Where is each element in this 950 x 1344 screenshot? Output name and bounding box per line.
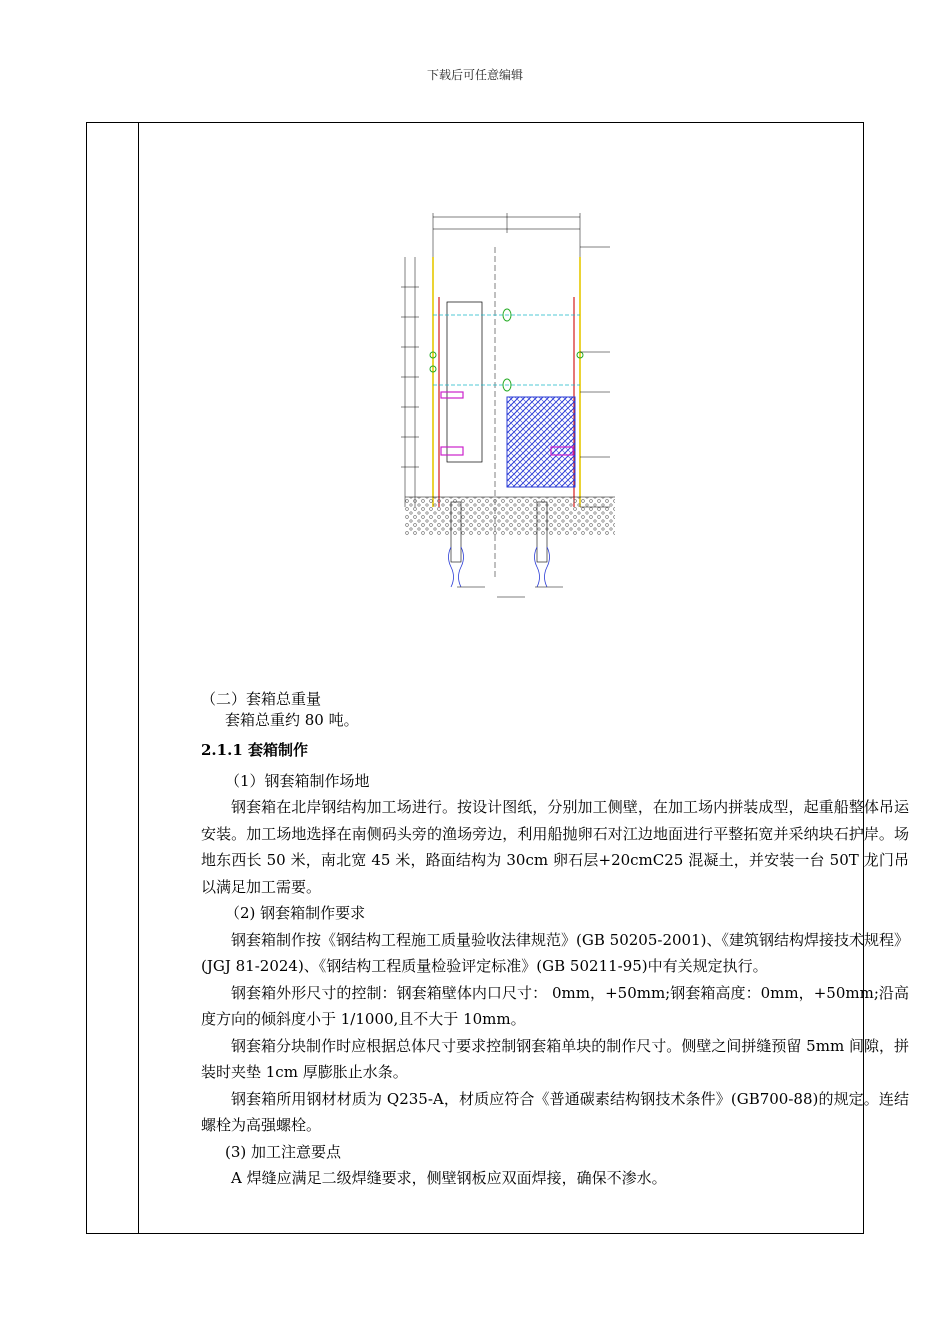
paragraph: （2) 钢套箱制作要求 [225,904,366,922]
paragraph: （1）钢套箱制作场地 [225,771,370,790]
paragraph: (3) 加工注意要点 [225,1142,342,1161]
cofferdam-drawing [385,207,633,599]
paragraph: 钢套箱所用钢材材质为 Q235-A，材质应符合《普通碳素结构钢技术条件》(GB700-88)的规定。连结螺栓为高强螺栓。 [201,1089,909,1134]
left-column [87,123,139,1233]
section-heading: 2.1.1 套箱制作 [201,741,308,759]
paragraph: 钢套箱制作按《钢结构工程施工质量验收法律规范》(GB 50205-2001)、《建筑钢结构焊接技术规程》(JGJ 81-2024)、《钢结构工程质量检验评定标准》(GB 50211-95)中有关规定执行。 [201,930,909,975]
content-table [86,122,909,1234]
page-header: 下载后可任意编辑 [426,68,523,82]
paragraph: （二）套箱总重量 [201,690,322,708]
paragraph: 套箱总重约 80 吨。 [225,711,359,729]
main-cell [139,123,909,1233]
paragraph: 钢套箱在北岸钢结构加工场进行。按设计图纸，分别加工侧壁，在加工场内拼装成型，起重船整体吊运安装。加工场地选择在南侧码头旁的渔场旁边，利用船抛卵石对江边地面进行平整拓宽并采纳块石护岸。场地东西长 50 米，南北宽 45 米，路面结构为 30cm 卵石层+20cmC25 混凝土，并安装一台 50T 龙门吊以满足加工需要。 [201,798,909,896]
paragraph: 钢套箱外形尺寸的控制：钢套箱壁体内口尺寸： 0mm，+50mm;钢套箱高度：0mm，+50mm;沿高度方向的倾斜度小于 1/1000,且不大于 10mm。 [201,983,909,1028]
body-text [201,689,909,1192]
paragraph: A 焊缝应满足二级焊缝要求，侧壁钢板应双面焊接，确保不渗水。 [231,1169,667,1187]
paragraph: 钢套箱分块制作时应根据总体尺寸要求控制钢套箱单块的制作尺寸。侧壁之间拼缝预留 5mm 间隙，拼装时夹垫 1cm 厚膨胀止水条。 [201,1036,909,1081]
